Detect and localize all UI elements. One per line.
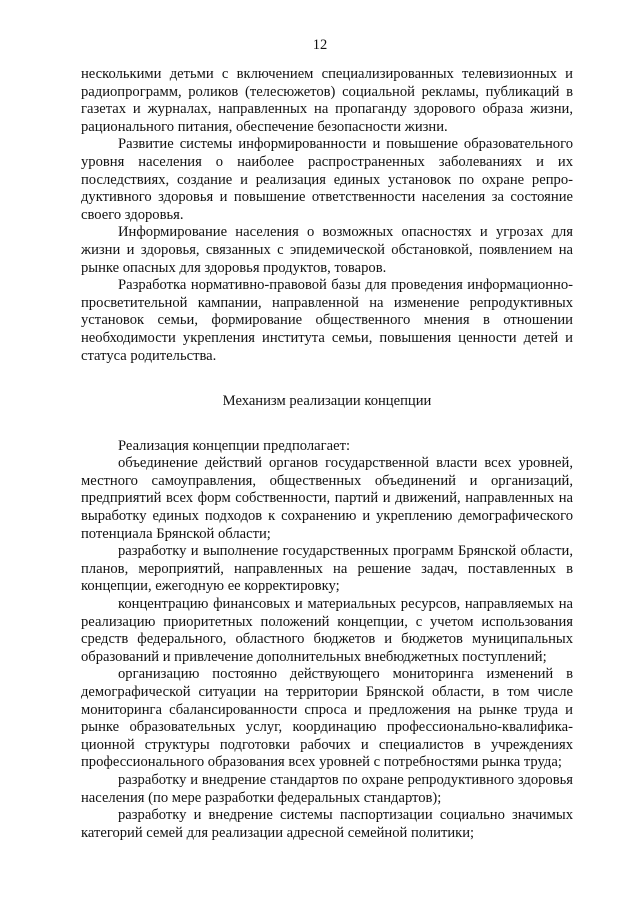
intro-paragraph: Реализация концепции предполагает: [118, 437, 350, 454]
body-paragraph: Информирование населения о возможных опасностях и угрозах для жизни и здоровья, связанных с эпидемической обстановкой, появлением на рынке опасных для здоровья продуктов, товаров. [81, 224, 573, 276]
section-heading: Механизм реализации концепции [222, 393, 432, 410]
list-item: разработку и выполнение государственных программ Брянской области, планов, мероприятий, направленных на решение задач, поставленных в концепции, ежегодную ее корректировку; [81, 543, 573, 595]
body-paragraph: Развитие системы информированности и повышение образовательного уровня населения о наиболее распространенных заболеваниях и их последствиях, создание и реализация единых установок по охране репродуктивного здоровья и повышение ответственности населения за состояние своего здоровья. [81, 136, 573, 223]
list-item: организацию постоянно действующего мониторинга изменений в демографической ситуации на территории Брянской области, в том числе мониторинга сбалансированности спроса и предложения на рынке труда и рынке образовательных услуг, координацию профессионально-квалификационной структуры подготовки рабочих и специалистов в учреждениях профессионального образования всех уровней с потребностями рынка труда; [81, 666, 573, 771]
list-item: разработку и внедрение стандартов по охране репродуктивного здоровья населения (по мере разработки федеральных стандартов); [81, 771, 573, 806]
page-body [81, 66, 573, 842]
list-item: разработку и внедрение системы паспортизации социально значимых категорий семей для реализации адресной семейной политики; [81, 807, 573, 841]
body-paragraph: Разработка нормативно-правовой базы для проведения информационно-просветительной кампании, направленной на изменение репродуктивных установок семьи, формирование общественного мнения в отношении необходимости укрепления института семьи, повышения ценности детей и статуса родительства. [81, 277, 573, 364]
body-paragraph: несколькими детьми с включением специализированных телевизионных и радиопрограмм, роликов (телесюжетов) социальной рекламы, публикаций в газетах и журналах, направленных на пропаганду здорового образа жизни, рационального питания, обеспечение безопасности жизни. [81, 66, 573, 135]
list-item: объединение действий органов государственной власти всех уровней, местного самоуправления, общественных объединений и организаций, предприятий всех форм собственности, партий и движений, направленных на выработку единых подходов к сохранению и укреплению демографического потенциала Брянской области; [81, 455, 573, 542]
page-number: 12 [312, 37, 328, 53]
list-item: концентрацию финансовых и материальных ресурсов, направляемых на реализацию приоритетных положений концепции, с учетом использования средств федерального, областного бюджетов и бюджетов муниципальных образований и привлечение дополнительных внебюджетных поступлений; [81, 596, 573, 665]
